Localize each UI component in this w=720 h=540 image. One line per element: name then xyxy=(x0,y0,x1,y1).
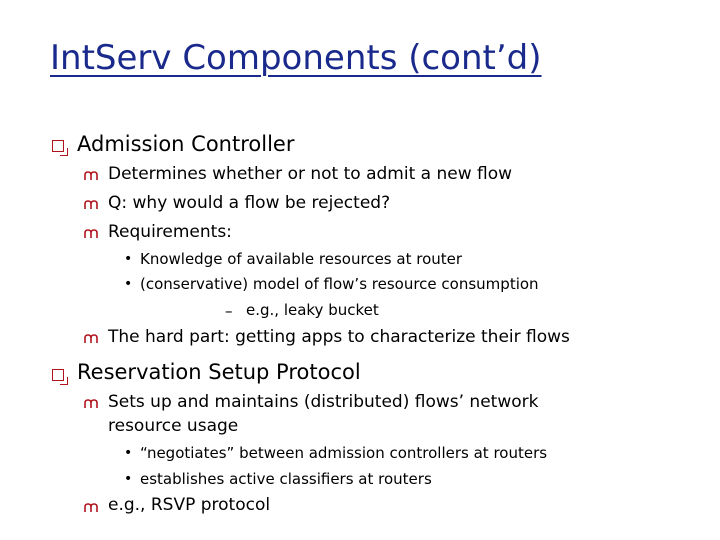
sub-list-item: (conservative) model of flow’s resource consumption xyxy=(140,275,539,293)
section-heading-admission: Admission Controller xyxy=(77,132,295,156)
list-item-continuation: resource usage xyxy=(108,416,239,436)
m-bullet-icon xyxy=(84,171,98,180)
dot-bullet-icon: • xyxy=(124,445,133,461)
m-bullet-icon xyxy=(84,200,98,209)
dot-bullet-icon: • xyxy=(124,251,133,267)
list-item: Sets up and maintains (distributed) flows’ network xyxy=(108,392,539,412)
m-bullet-icon xyxy=(84,334,98,343)
m-bullet-icon xyxy=(84,503,98,512)
section-heading-reservation: Reservation Setup Protocol xyxy=(77,360,361,384)
list-item: Q: why would a flow be rejected? xyxy=(108,193,391,213)
slide-title: IntServ Components (cont’d) xyxy=(50,38,542,78)
list-item: The hard part: getting apps to characterize their flows xyxy=(108,327,570,347)
sub-list-item: Knowledge of available resources at router xyxy=(140,250,463,268)
m-bullet-icon xyxy=(84,229,98,238)
dash-bullet-icon: – xyxy=(225,302,233,320)
dot-bullet-icon: • xyxy=(124,471,133,487)
m-bullet-icon xyxy=(84,399,98,408)
dot-bullet-icon: • xyxy=(124,276,133,292)
square-bullet-icon xyxy=(52,140,64,152)
list-item: e.g., RSVP protocol xyxy=(108,495,271,515)
sub-list-item: establishes active classifiers at routers xyxy=(140,470,432,488)
list-item: Determines whether or not to admit a new flow xyxy=(108,164,513,184)
sub-sub-list-item: e.g., leaky bucket xyxy=(246,301,379,319)
square-bullet-icon xyxy=(52,369,64,381)
sub-list-item: “negotiates” between admission controllers at routers xyxy=(140,444,548,462)
list-item: Requirements: xyxy=(108,222,232,242)
